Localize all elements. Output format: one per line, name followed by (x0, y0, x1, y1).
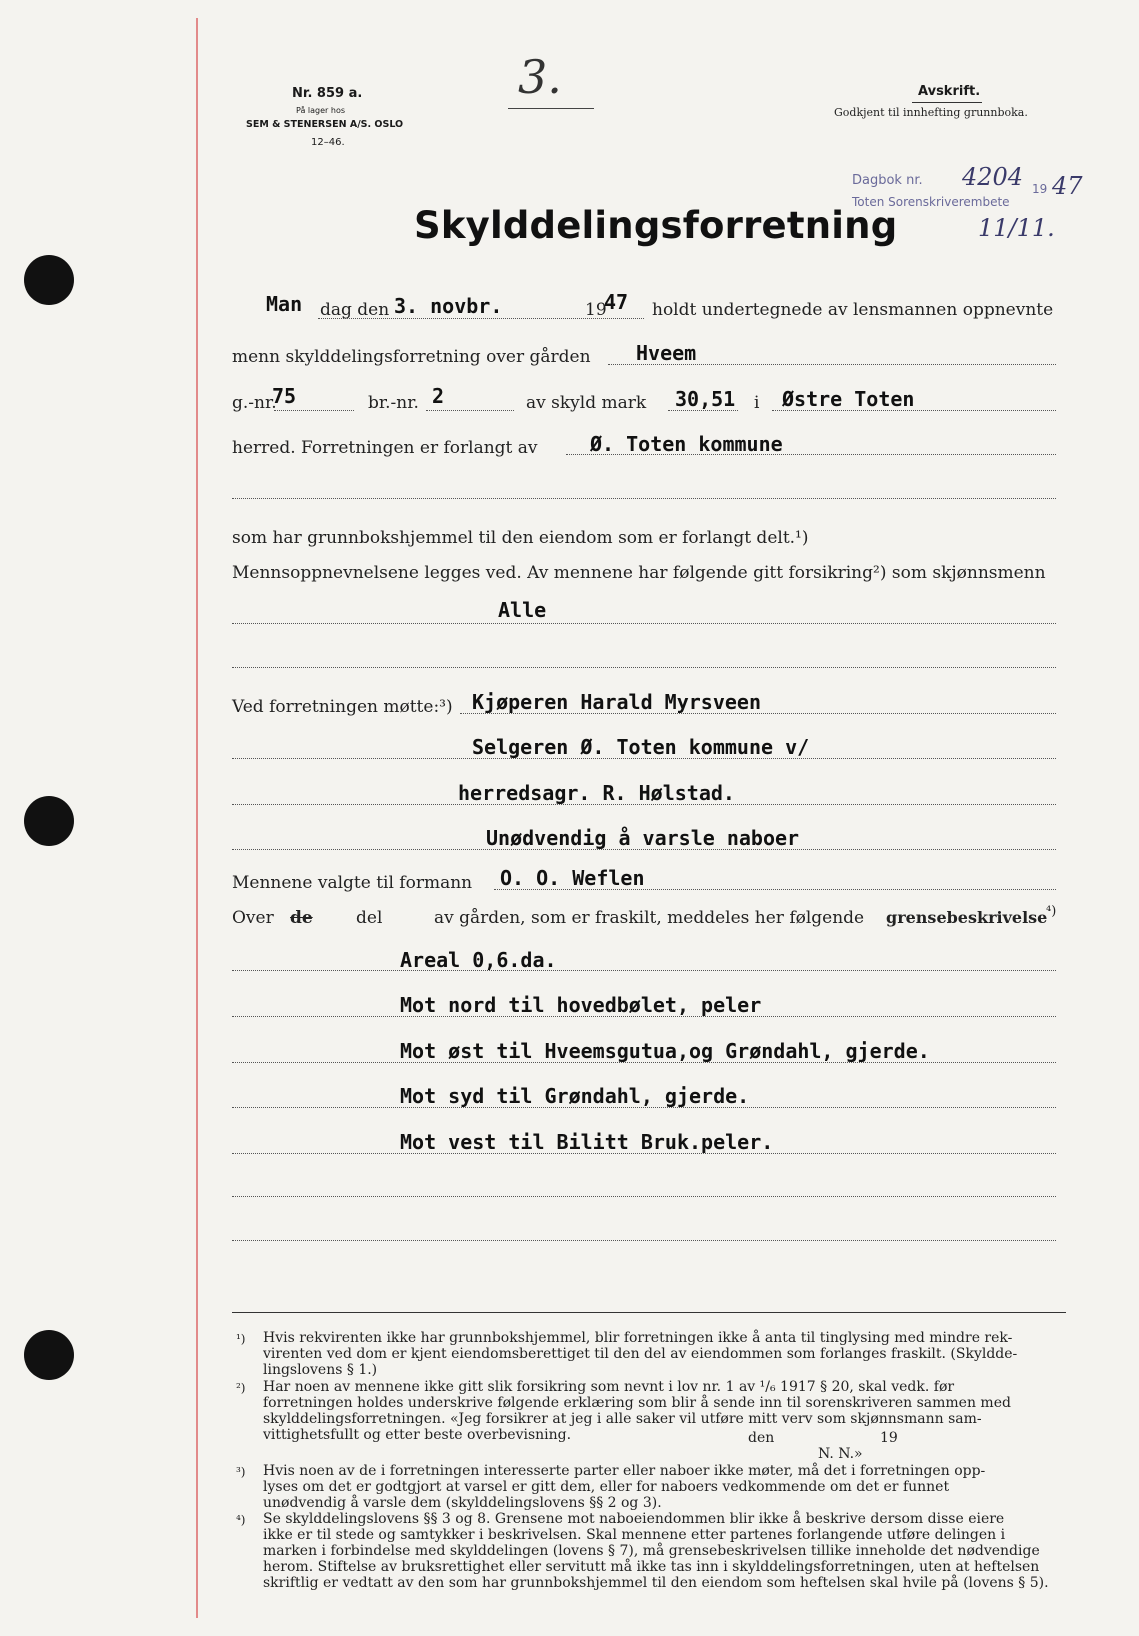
brnr-label: br.-nr. (368, 393, 419, 413)
boundary-line-1 (232, 970, 1056, 971)
herred-text: herred. Forretningen er forlangt av (232, 438, 538, 458)
formann-label: Mennene valgte til formann (232, 873, 473, 893)
page-mark: 3. (518, 50, 562, 104)
dag-den-label: dag den (320, 300, 390, 320)
printer-line: På lager hos (296, 106, 345, 115)
margin-rule (196, 18, 198, 1618)
day-written: Man (266, 292, 303, 316)
over-label: Over (232, 908, 274, 928)
boundary-4: Mot syd til Grøndahl, gjerde. (400, 1084, 750, 1108)
attendee-1: Kjøperen Harald Myrsveen (472, 690, 761, 714)
boundary-line-2 (232, 1016, 1056, 1017)
requested-line (566, 454, 1056, 455)
printer-date: 12–46. (311, 137, 345, 148)
brnr-line (426, 410, 514, 411)
brnr-value: 2 (432, 384, 445, 408)
footnote-2-line-4: vittighetsfullt og etter beste overbevisning. (263, 1427, 572, 1443)
stamp-dagbok-number: 4204 (962, 163, 1024, 191)
held-text: holdt undertegnede av lensmannen oppnevnte (652, 300, 1054, 320)
skyld-value: 30,51 (675, 387, 736, 411)
footnote-4-line-1: Se skylddelingslovens §§ 3 og 8. Grensene mot naboeiendommen blir ikke å beskrive dersom disse eiere (263, 1511, 1005, 1527)
boundary-line-5 (232, 1153, 1056, 1154)
boundary-2: Mot nord til hovedbølet, peler (400, 993, 762, 1017)
del-label: del (356, 908, 383, 928)
punch-hole-top (24, 255, 74, 305)
motte-label: Ved forretningen møtte:³) (232, 697, 453, 717)
attendee-line-3 (232, 804, 1056, 805)
footnote-2-number: ²) (236, 1381, 246, 1395)
punch-hole-middle (24, 796, 74, 846)
footnote-2-line-3: skylddelingsforretningen. «Jeg forsikrer at jeg i alle saker vil utføre mitt verv som skjønnsmann sam- (263, 1411, 982, 1427)
municipality-line (772, 410, 1056, 411)
over-rest: av gården, som er fraskilt, meddeles her følgende (434, 908, 865, 928)
blank-line-2 (232, 667, 1056, 668)
formann-line (494, 889, 1056, 890)
footnote-4-number: ⁴) (236, 1513, 246, 1527)
approval-text: Godkjent til innhefting grunnboka. (834, 106, 1028, 119)
attendee-line-4 (232, 849, 1056, 850)
formann-value: O. O. Weflen (500, 866, 645, 890)
attendee-line-2 (232, 758, 1056, 759)
boundary-5: Mot vest til Bilitt Bruk.peler. (400, 1130, 774, 1154)
footnote-2-line-1: Har noen av mennene ikke gitt slik forsikring som nevnt i lov nr. 1 av ¹/₆ 1917 § 20, skal vedk. før (263, 1379, 955, 1395)
municipality: Østre Toten (782, 387, 915, 411)
stamp-year-prefix: 19 (1032, 182, 1048, 196)
footnote-2-line-2: forretningen holdes underskrive følgende erklæring som blir å sende inn til sorenskriveren sammen med (263, 1395, 1011, 1411)
i-label: i (754, 393, 760, 413)
attendee-3: herredsagr. R. Hølstad. (458, 781, 735, 805)
menn-text: menn skylddelingsforretning over gården (232, 347, 591, 367)
copy-underline (912, 102, 982, 103)
footnote-4-line-5: skriftlig er vedtatt av den som har grunnbokshjemmel til den eiendom som heftelsen skal hvile på (lovens § 5). (263, 1575, 1049, 1591)
boundary-line-3 (232, 1062, 1056, 1063)
footnote-1-line-1: Hvis rekvirenten ikke har grunnbokshjemmel, blir forretningen ikke å anta til tinglysing med mindre rek- (263, 1330, 1013, 1346)
blank-line-3 (232, 1196, 1056, 1197)
footnote-2-nn: N. N.» (818, 1446, 863, 1462)
stamp-dagbok-label: Dagbok nr. (852, 173, 923, 188)
requested-by: Ø. Toten kommune (590, 432, 783, 456)
punch-hole-bottom (24, 1330, 74, 1380)
assurance-value: Alle (498, 598, 547, 622)
footnote-2-19: 19 (880, 1430, 898, 1446)
year-prefix: 19 (585, 300, 607, 320)
footnote-4-line-2: ikke er til stede og samtykker i beskrivelsen. Skal mennene etter partenes forlangende utføre delingen i (263, 1527, 1006, 1543)
blank-line-4 (232, 1240, 1056, 1241)
attendee-line-1 (460, 713, 1056, 714)
footnote-4-line-4: herom. Stiftelse av bruksrettighet eller servitutt må ikke tas inn i skylddelingsforretningen, uten at heftelsen (263, 1559, 1040, 1575)
gnr-value: 75 (272, 384, 297, 408)
farm-name: Hveem (636, 341, 697, 365)
farm-line (608, 364, 1056, 365)
over-struck: de (290, 908, 313, 928)
boundary-1: Areal 0,6.da. (400, 948, 557, 972)
footnote-3-number: ³) (236, 1465, 246, 1479)
page-mark-underline (508, 108, 594, 109)
date-written: 3. novbr. (394, 294, 503, 318)
footnote-2-den: den (748, 1430, 775, 1446)
hjemmel-text: som har grunnbokshjemmel til den eiendom som er forlangt delt.¹) (232, 528, 809, 548)
assurance-line (232, 623, 1056, 624)
printer-name: SEM & STENERSEN A/S. OSLO (246, 119, 404, 130)
attendee-2: Selgeren Ø. Toten kommune v/ (472, 735, 810, 759)
stamp-year: 47 (1052, 172, 1083, 200)
footnote-3-line-3: unødvendig å varsle dem (skylddelingslovens §§ 2 og 3). (263, 1495, 662, 1511)
stamp-office: Toten Sorenskriverembete (852, 195, 1010, 209)
stamp-date: 11/11. (978, 214, 1055, 242)
boundary-line-4 (232, 1107, 1056, 1108)
year-written: 47 (604, 290, 629, 314)
grense-bold: grensebeskrivelse (886, 908, 1048, 927)
gnr-label: g.-nr. (232, 393, 277, 413)
gnr-line (274, 410, 354, 411)
footnote-1-line-2: virenten ved dom er kjent eiendomsberettiget til den del av eiendommen som forlanges fraskilt. (Skyldde- (263, 1346, 1018, 1362)
skyld-label: av skyld mark (526, 393, 647, 413)
skyld-line (668, 410, 738, 411)
date-line (318, 318, 644, 319)
footnote-separator (232, 1312, 1066, 1313)
footnote-4-line-3: marken i forbindelse med skylddelingen (lovens § 7), må grensebeskrivelsen tillike inneholde det nødvendige (263, 1543, 1040, 1559)
footnote-1-number: ¹) (236, 1332, 246, 1346)
boundary-3: Mot øst til Hveemsgutua,og Grøndahl, gjerde. (400, 1039, 930, 1063)
mennsopp-text: Mennsoppnevnelsene legges ved. Av mennene har følgende gitt forsikring²) som skjønnsmenn (232, 563, 1046, 583)
footnote-1-line-3: lingslovens § 1.) (263, 1362, 378, 1378)
form-number: Nr. 859 a. (292, 86, 363, 101)
attendee-4: Unødvendig å varsle naboer (486, 826, 800, 850)
footnote-3-line-2: lyses om det er godtgjort at varsel er gitt dem, eller for naboers vedkommende om det er funnet (263, 1479, 950, 1495)
blank-line-1 (232, 498, 1056, 499)
grense-sup: ⁴) (1046, 904, 1057, 919)
copy-label: Avskrift. (918, 84, 981, 99)
footnote-3-line-1: Hvis noen av de i forretningen interesserte parter eller naboer ikke møter, må det i forretningen opp- (263, 1463, 986, 1479)
document-title: Skylddelingsforretning (414, 204, 898, 247)
